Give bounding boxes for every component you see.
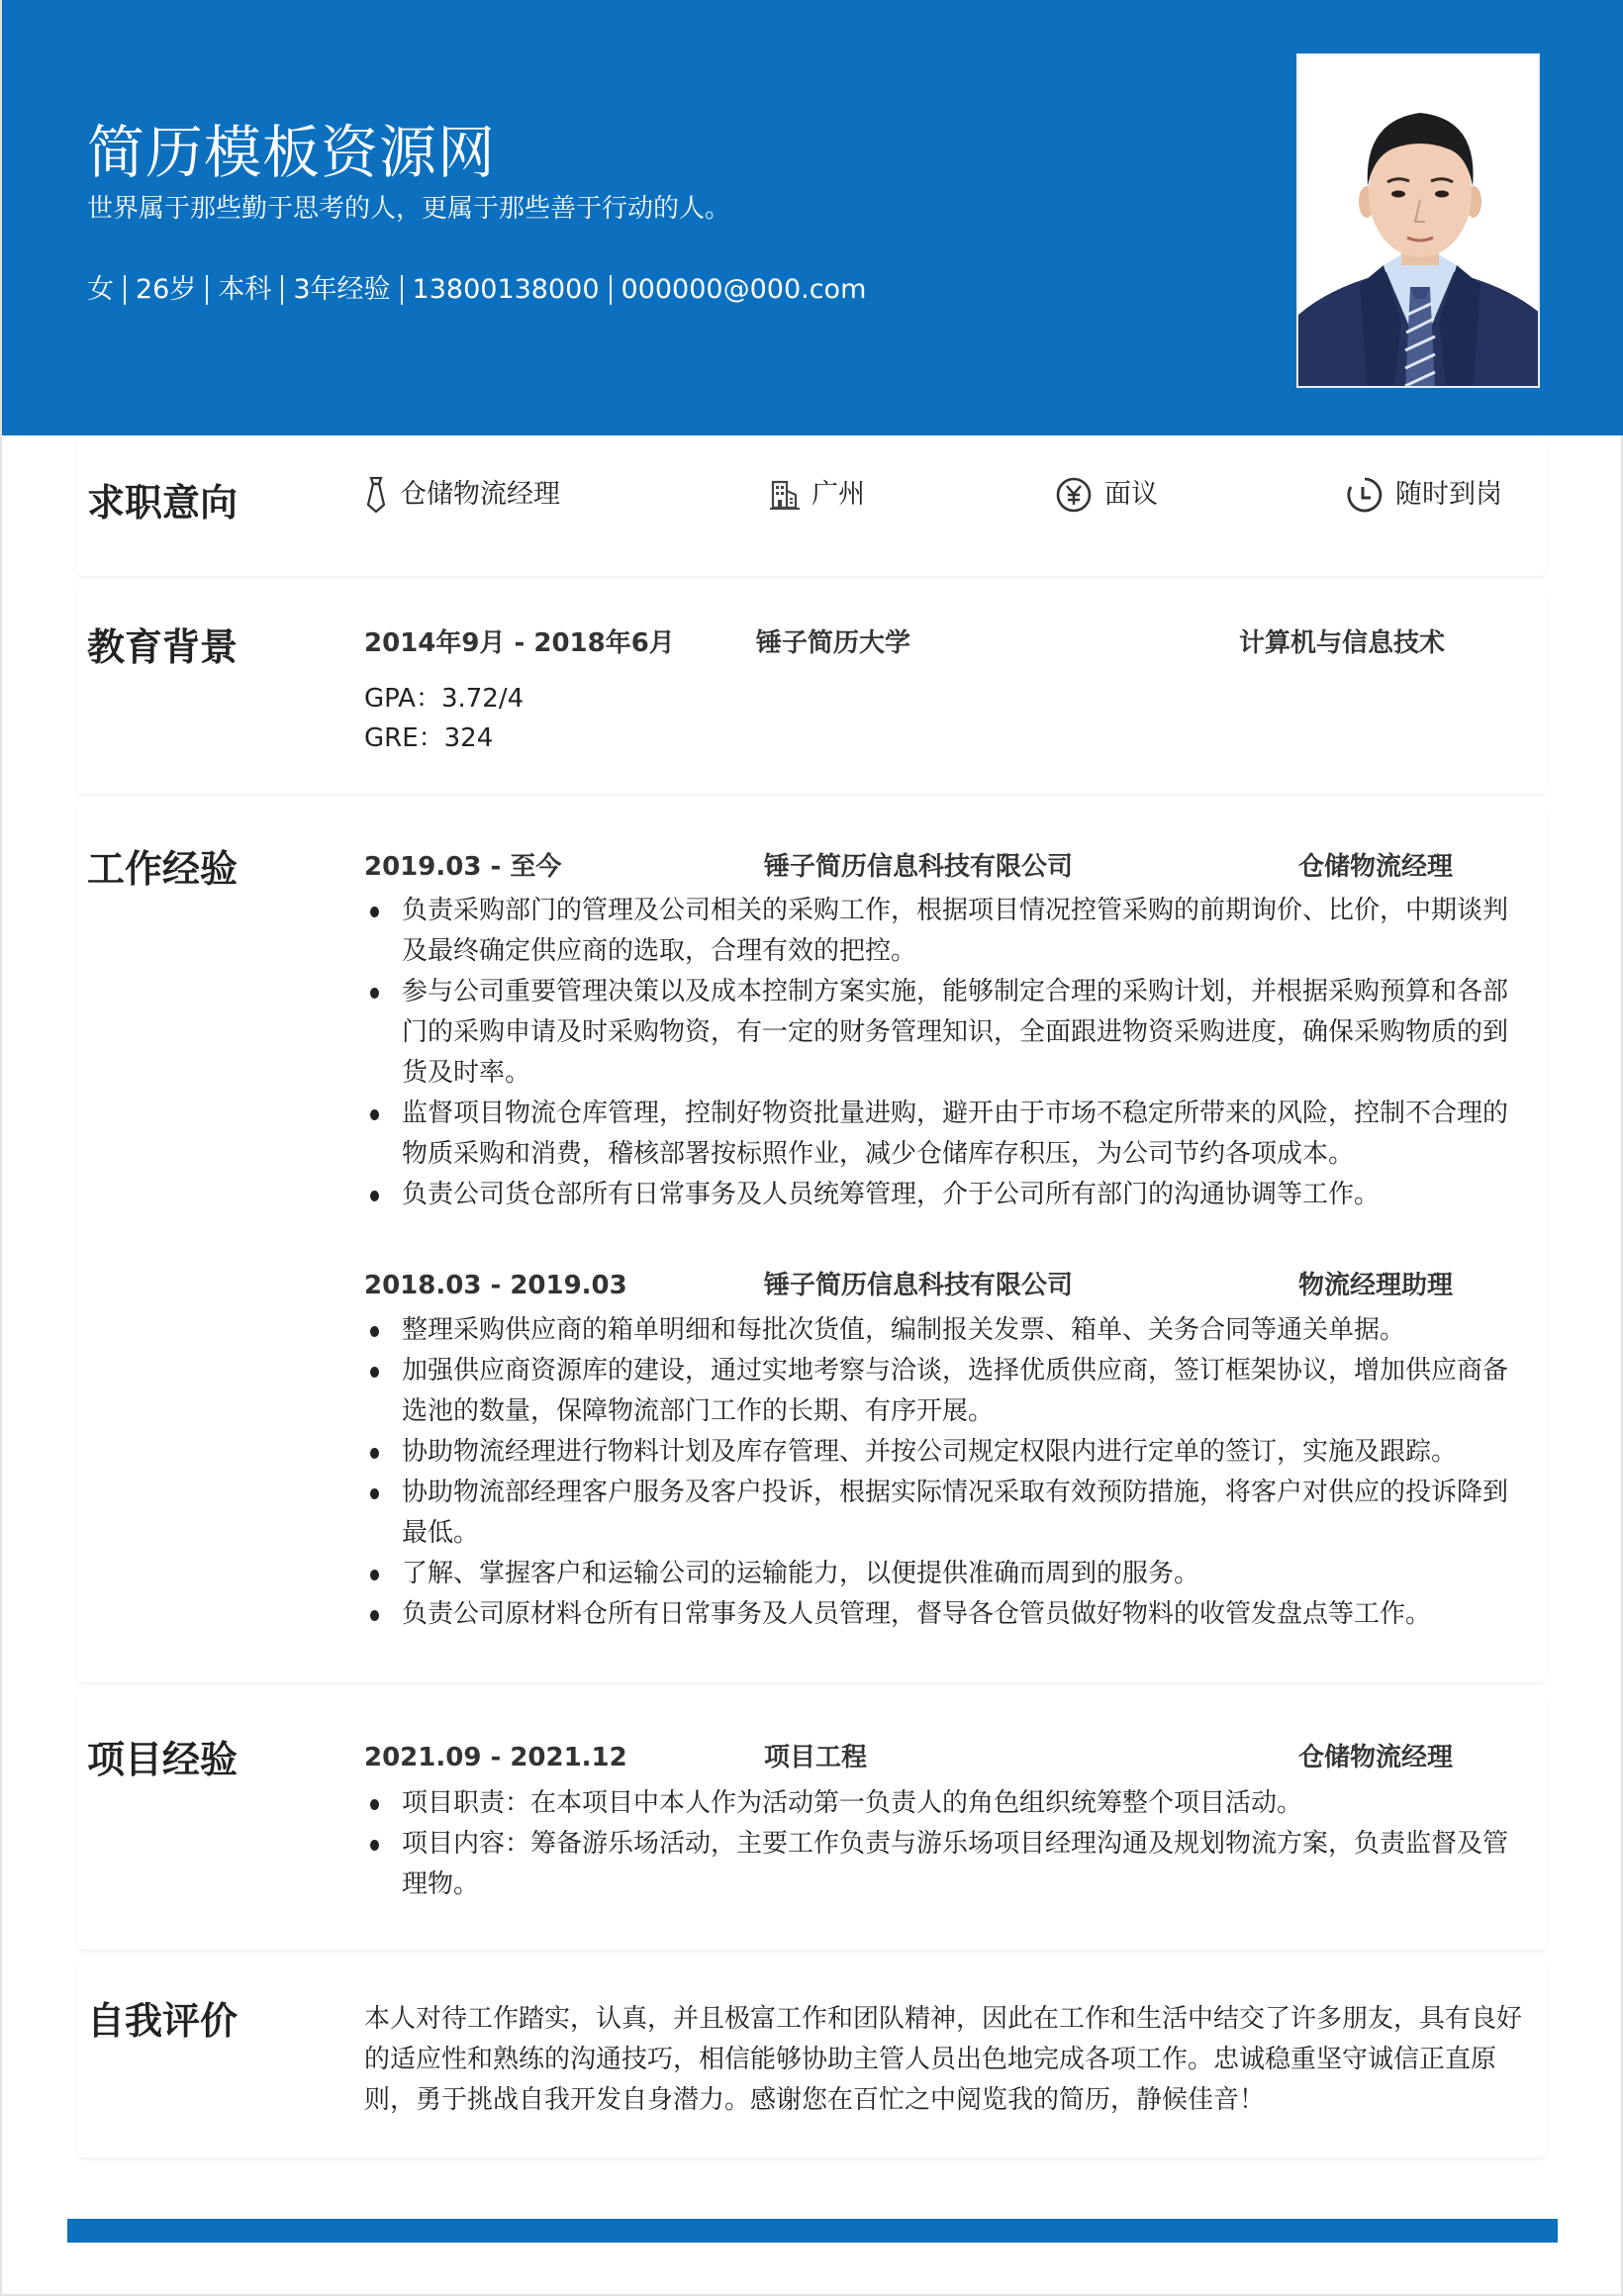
email: 000000@000.com (621, 274, 867, 305)
experience-years: 3年经验 (293, 274, 391, 305)
gpa: GPA：3.72/4 (364, 684, 525, 714)
project-name: 项目工程 (764, 1743, 868, 1772)
section-title: 项目经验 (87, 1738, 239, 1781)
job-intent-section (77, 435, 1546, 576)
section-title: 教育背景 (87, 625, 239, 669)
company-name: 锤子简历信息科技有限公司 (764, 852, 1074, 882)
project-role: 仓储物流经理 (1298, 1743, 1454, 1772)
degree: 本科 (218, 274, 272, 305)
section-title: 自我评价 (87, 1999, 239, 2043)
job-duties (364, 891, 1522, 1215)
intent-city (770, 475, 865, 515)
list-item: 了解、掌握客户和运输公司的运输能力，以便提供准确而周到的服务。 (364, 1554, 1522, 1594)
project-period: 2021.09 - 2021.12 (364, 1743, 627, 1772)
motto: 世界属于那些勤于思考的人，更属于那些善于行动的人。 (87, 194, 731, 224)
job-header (364, 1266, 1486, 1305)
list-item: 负责采购部门的管理及公司相关的采购工作，根据项目情况控管采购的前期询价、比价，中期谈判及最终确定供应商的选取，合理有效的把控。 (364, 891, 1522, 972)
list-item: 项目职责：在本项目中本人作为活动第一负责人的角色组织统筹整个项目活动。 (364, 1783, 1522, 1824)
intent-city-label: 广州 (812, 479, 865, 510)
project-section (77, 1690, 1546, 1950)
resume-title: 简历模板资源网 (87, 119, 497, 186)
self-evaluation-text: 本人对待工作踏实，认真，并且极富工作和团队精神，因此在工作和生活中结交了许多朋友，具有良好的适应性和熟练的沟通技巧，相信能够协助主管人员出色地完成各项工作。忠诚稳重坚守诚信正直原则，勇于挑战自我开发自身潜力。感谢您在百忙之中阅览我的简历，静候佳音！ (364, 2004, 1523, 2115)
gre: GRE：324 (364, 723, 494, 753)
divider (124, 275, 126, 305)
education-section (77, 584, 1546, 794)
intent-position (364, 475, 560, 515)
job-position: 仓储物流经理 (1298, 852, 1454, 882)
section-title: 工作经验 (87, 847, 239, 891)
yen-icon (1055, 476, 1093, 514)
company-name: 锤子简历信息科技有限公司 (764, 1271, 1074, 1300)
portrait-icon (1298, 55, 1540, 388)
education-period: 2014年9月 - 2018年6月 (364, 628, 675, 658)
project-header (364, 1738, 1486, 1777)
tie-icon (364, 475, 388, 515)
list-item: 参与公司重要管理决策以及成本控制方案实施，能够制定合理的采购计划，并根据采购预算和各部门的采购申请及时采购物资，有一定的财务管理知识，全面跟进物资采购进度，确保采购物质的到货及时率。 (364, 972, 1522, 1094)
clock-icon (1346, 476, 1384, 514)
building-icon (770, 479, 800, 511)
intent-position-label: 仓储物流经理 (400, 479, 560, 510)
job-duties (364, 1310, 1522, 1635)
job-position: 物流经理助理 (1298, 1271, 1454, 1300)
divider (206, 275, 208, 305)
job-period: 2018.03 - 2019.03 (364, 1271, 627, 1300)
project-details (364, 1783, 1522, 1905)
major: 计算机与信息技术 (1239, 628, 1446, 658)
footer-bar (67, 2219, 1558, 2243)
gender: 女 (87, 274, 114, 305)
education-header (364, 623, 1486, 663)
age: 26岁 (136, 274, 197, 305)
intent-salary (1055, 475, 1158, 515)
phone: 13800138000 (412, 274, 600, 305)
list-item: 负责公司货仓部所有日常事务及人员统筹管理，介于公司所有部门的沟通协调等工作。 (364, 1175, 1522, 1215)
section-title: 求职意向 (87, 481, 239, 525)
list-item: 监督项目物流仓库管理，控制好物资批量进购，避开由于市场不稳定所带来的风险，控制不合理的物质采购和消费，稽核部署按标照作业，减少仓储库存积压，为公司节约各项成本。 (364, 1094, 1522, 1175)
job-period: 2019.03 - 至今 (364, 852, 562, 882)
divider (610, 275, 612, 305)
list-item: 整理采购供应商的箱单明细和每批次货值，编制报关发票、箱单、关务合同等通关单据。 (364, 1310, 1522, 1351)
self-evaluation-section (77, 1958, 1546, 2157)
divider (281, 275, 283, 305)
intent-availability (1346, 475, 1502, 515)
divider (401, 275, 403, 305)
list-item: 负责公司原材料仓所有日常事务及人员管理，督导各仓管员做好物料的收管发盘点等工作。 (364, 1594, 1522, 1635)
intent-availability-label: 随时到岗 (1395, 479, 1502, 510)
work-section (77, 802, 1546, 1682)
basic-info (87, 270, 866, 310)
list-item: 加强供应商资源库的建设，通过实地考察与洽谈，选择优质供应商，签订框架协议，增加供应商备选池的数量，保障物流部门工作的长期、有序开展。 (364, 1351, 1522, 1432)
school-name: 锤子简历大学 (756, 628, 911, 658)
list-item: 协助物流经理进行物料计划及库存管理、并按公司规定权限内进行定单的签订，实施及跟踪。 (364, 1432, 1522, 1473)
list-item: 项目内容：筹备游乐场活动，主要工作负责与游乐场项目经理沟通及规划物流方案，负责监督及管理物。 (364, 1824, 1522, 1905)
profile-photo (1296, 53, 1540, 388)
header-banner (2, 0, 1623, 435)
intent-salary-label: 面议 (1104, 479, 1158, 510)
list-item: 协助物流部经理客户服务及客户投诉，根据实际情况采取有效预防措施，将客户对供应的投诉降到最低。 (364, 1473, 1522, 1554)
job-header (364, 847, 1486, 887)
